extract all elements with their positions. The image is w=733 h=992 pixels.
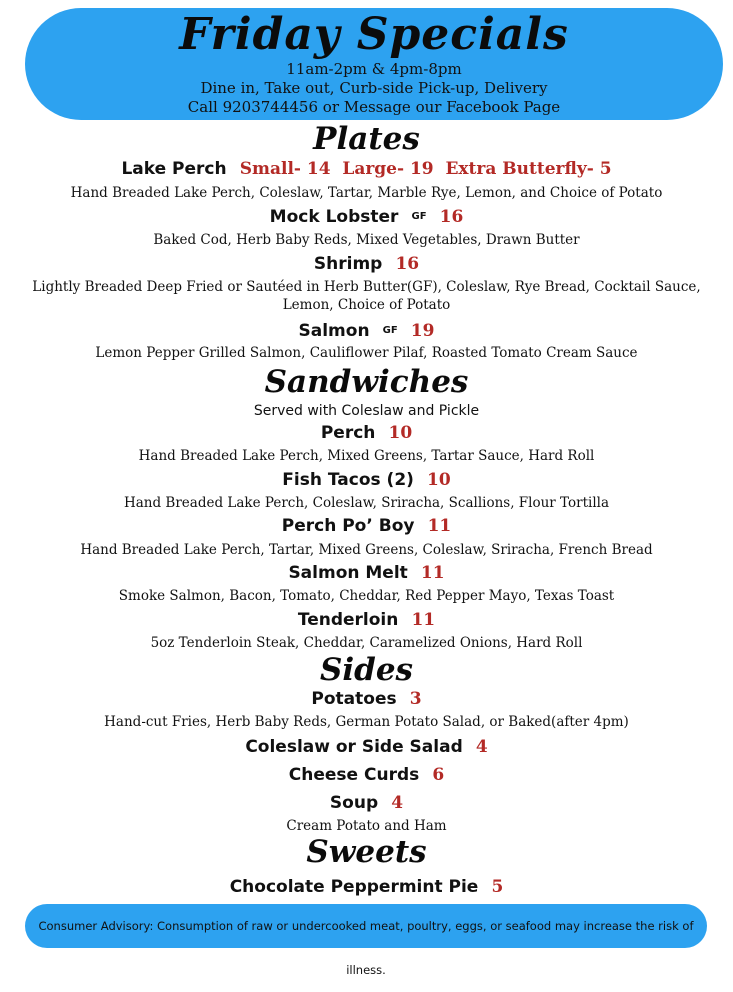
item-name: Lake Perch xyxy=(121,159,227,179)
item-description: Lemon, Choice of Potato xyxy=(282,297,451,313)
menu-item-potatoes xyxy=(0,689,733,709)
item-price: 11 xyxy=(420,563,445,583)
item-name: Salmon xyxy=(298,321,370,341)
section-subtitle: Served with Coleslaw and Pickle xyxy=(253,403,480,419)
menu-item-tenderloin xyxy=(0,610,733,630)
menu-item-salmon xyxy=(0,321,733,341)
item-name: Cheese Curds xyxy=(288,765,420,785)
item-name: Chocolate Peppermint Pie xyxy=(229,877,479,897)
item-price: 4 xyxy=(391,793,404,813)
section-title-sweets: Sweets xyxy=(306,834,427,870)
menu-item-coleslaw xyxy=(0,737,733,757)
item-description: Hand Breaded Lake Perch, Mixed Greens, Tartar Sauce, Hard Roll xyxy=(138,448,595,464)
menu-item-fish-tacos xyxy=(0,470,733,490)
section-title-sandwiches: Sandwiches xyxy=(264,364,469,400)
item-description: Baked Cod, Herb Baby Reds, Mixed Vegetables, Drawn Butter xyxy=(153,232,580,248)
item-description: Hand Breaded Lake Perch, Tartar, Mixed Greens, Coleslaw, Sriracha, French Bread xyxy=(80,542,653,558)
item-name: Shrimp xyxy=(313,254,383,274)
menu-item-shrimp xyxy=(0,254,733,274)
consumer-advisory-text: Consumer Advisory: Consumption of raw or undercooked meat, poultry, eggs, or seafood may increase the risk of illness. xyxy=(38,919,694,977)
menu-item-soup xyxy=(0,793,733,813)
gf-badge: GF xyxy=(411,211,427,222)
menu-item-mock-lobster xyxy=(0,207,733,227)
item-price: 11 xyxy=(411,610,436,630)
menu-item-salmon-melt xyxy=(0,563,733,583)
consumer-advisory-banner xyxy=(25,904,707,977)
item-description: Hand Breaded Lake Perch, Coleslaw, Sriracha, Scallions, Flour Tortilla xyxy=(123,495,610,511)
item-description: 5oz Tenderloin Steak, Cheddar, Caramelized Onions, Hard Roll xyxy=(150,635,583,651)
item-price: 19 xyxy=(410,321,435,341)
item-price: 5 xyxy=(491,877,504,897)
item-price: 4 xyxy=(475,737,488,757)
item-name: Soup xyxy=(329,793,379,813)
item-description: Lightly Breaded Deep Fried or Sautéed in Herb Butter(GF), Coleslaw, Rye Bread, Cocktail Sauce, xyxy=(32,279,701,295)
item-price: 10 xyxy=(427,470,451,490)
menu-item-lake-perch xyxy=(0,159,733,179)
item-description: Hand-cut Fries, Herb Baby Reds, German Potato Salad, or Baked(after 4pm) xyxy=(104,714,629,730)
menu-item-perch-po-boy xyxy=(0,516,733,536)
item-price: 16 xyxy=(439,207,464,227)
item-description: Lemon Pepper Grilled Salmon, Cauliflower Pilaf, Roasted Tomato Cream Sauce xyxy=(95,345,638,361)
service-text: Dine in, Take out, Curb-side Pick-up, Delivery xyxy=(200,79,548,97)
item-description: Hand Breaded Lake Perch, Coleslaw, Tartar, Marble Rye, Lemon, and Choice of Potato xyxy=(70,185,663,201)
contact-text: Call 9203744456 or Message our Facebook Page xyxy=(187,98,561,116)
menu-item-perch xyxy=(0,423,733,443)
item-name: Fish Tacos (2) xyxy=(282,470,414,490)
section-title-plates: Plates xyxy=(313,121,420,157)
item-name: Potatoes xyxy=(311,689,397,709)
item-name: Salmon Melt xyxy=(288,563,408,583)
header-banner xyxy=(25,8,723,120)
item-price: 10 xyxy=(388,423,413,443)
item-name: Perch xyxy=(320,423,376,443)
menu-item-cheese-curds xyxy=(0,765,733,785)
item-description: Cream Potato and Ham xyxy=(286,818,447,834)
page-title: Friday Specials xyxy=(179,9,569,60)
item-price: Small- 14 Large- 19 Extra Butterfly- 5 xyxy=(239,159,612,179)
item-name: Tenderloin xyxy=(297,610,399,630)
item-price: 16 xyxy=(395,254,420,274)
menu-item-chocolate-peppermint-pie xyxy=(0,877,733,897)
item-name: Mock Lobster xyxy=(269,207,399,227)
item-price: 3 xyxy=(409,689,422,709)
item-name: Coleslaw or Side Salad xyxy=(245,737,463,757)
item-description: Smoke Salmon, Bacon, Tomato, Cheddar, Red Pepper Mayo, Texas Toast xyxy=(118,588,615,604)
item-price: 6 xyxy=(432,765,445,785)
item-price: 11 xyxy=(427,516,452,536)
section-title-sides: Sides xyxy=(319,652,413,688)
gf-badge: GF xyxy=(382,325,398,336)
item-name: Perch Po’ Boy xyxy=(281,516,415,536)
hours-text: 11am-2pm & 4pm-8pm xyxy=(286,60,462,78)
